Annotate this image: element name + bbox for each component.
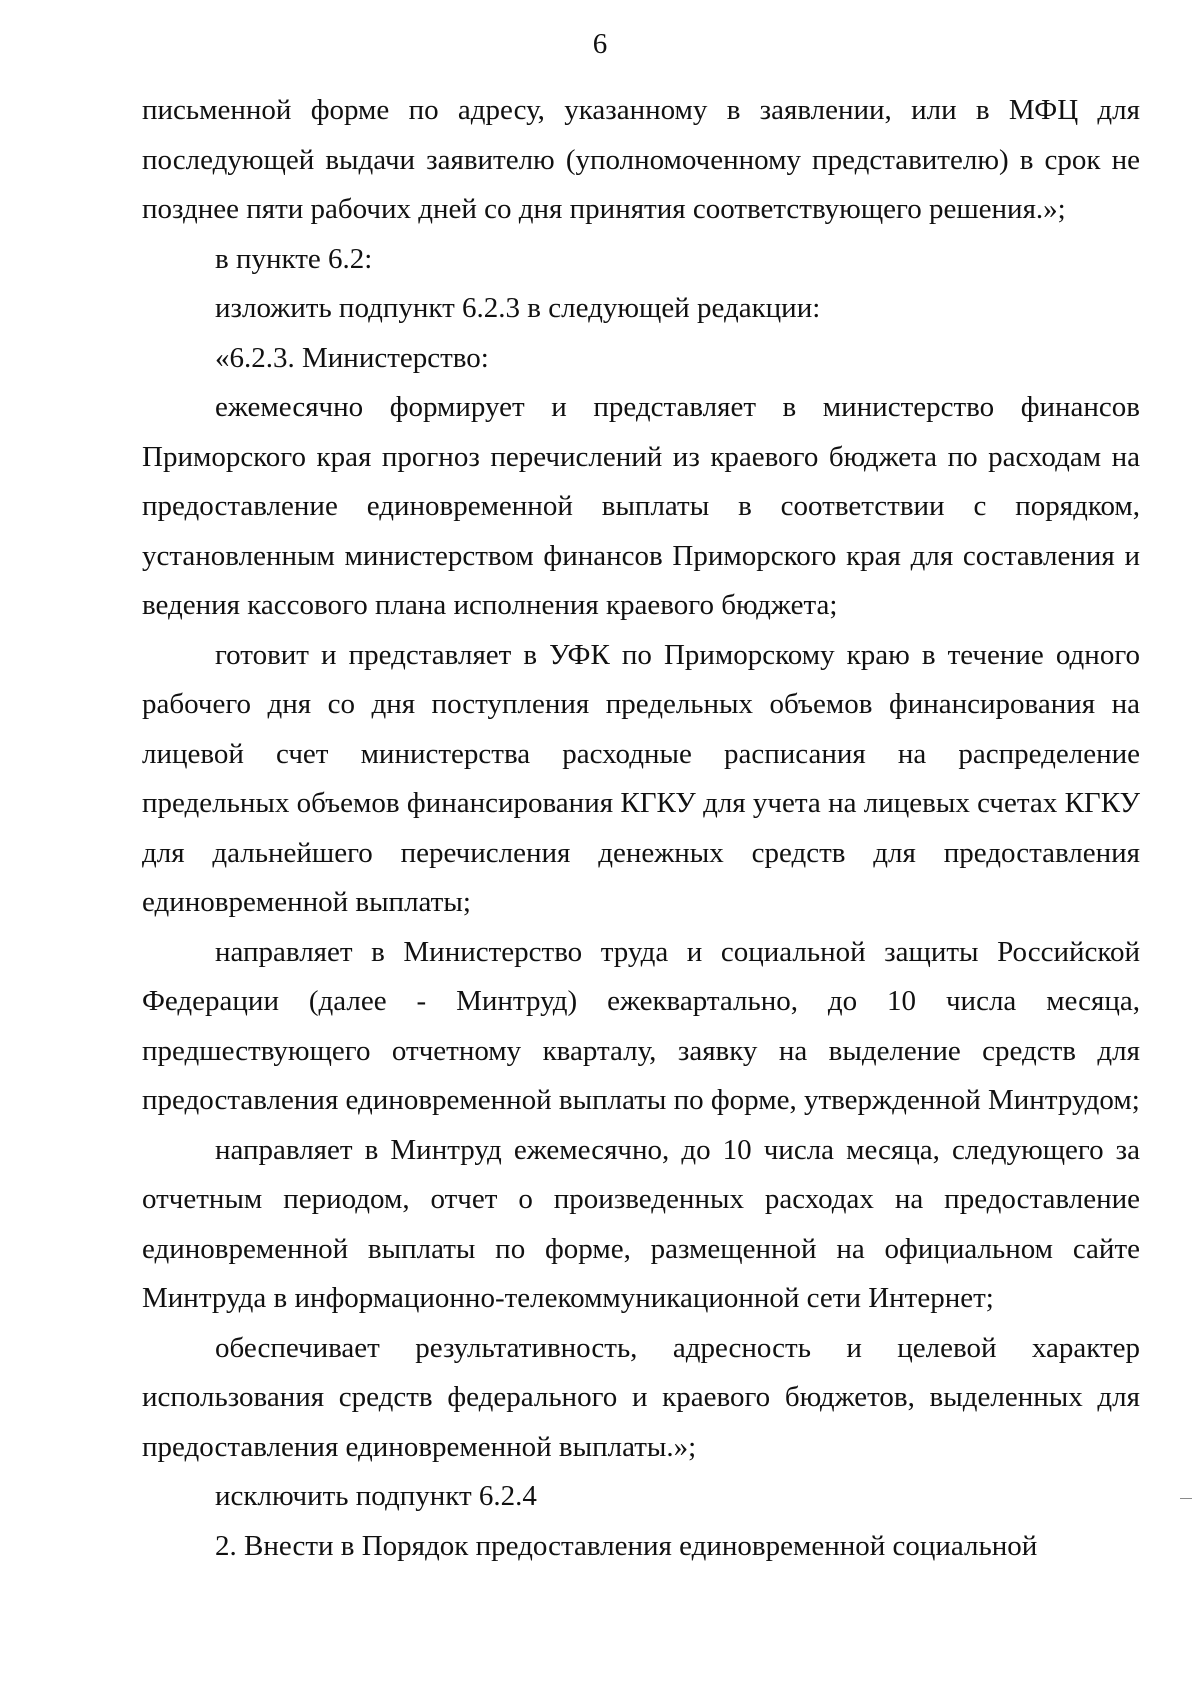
paragraph-quarterly-request: направляет в Министерство труда и социальной защиты Российской Федерации (далее - Минтруд) ежеквартально, до 10 числа месяца, предшествующего отчетному кварталу, заявку на выделение средств для предоставления единовременной выплаты по форме, утвержденной Минтрудом; [142,935,1140,1116]
paragraph-amend-6-2-3: изложить подпункт 6.2.3 в следующей редакции: [215,292,821,324]
paragraph-exclude-6-2-4: исключить подпункт 6.2.4 [215,1480,537,1512]
margin-mark [1180,1498,1192,1499]
document-body [142,86,1140,1571]
paragraph-expense-schedules: готовит и представляет в УФК по Приморскому краю в течение одного рабочего дня со дня поступления предельных объемов финансирования на лицевой счет министерства расходные расписания на распределение предельных объемов финансирования КГКУ для учета на лицевых счетах КГКУ для дальнейшего перечисления денежных средств для предоставления единовременной выплаты; [142,638,1140,918]
paragraph-continuation: письменной форме по адресу, указанному в заявлении, или в МФЦ для последующей выдачи заявителю (уполномоченному представителю) в срок не позднее пяти рабочих дней со дня принятия соответствующего решения.»; [142,94,1140,225]
paragraph-item-2: 2. Внести в Порядок предоставления единовременной социальной [215,1529,1038,1562]
paragraph-monthly-report: направляет в Минтруд ежемесячно, до 10 числа месяца, следующего за отчетным периодом, отчет о произведенных расходах на предоставление единовременной выплаты по форме, размещенной на официальном сайте Минтруда в информационно-телекоммуникационной сети Интернет; [142,1133,1140,1314]
paragraph-ministry-heading: «6.2.3. Министерство: [215,341,489,374]
page-number: 6 [592,28,608,60]
paragraph-monthly-forecast: ежемесячно формирует и представляет в министерство финансов Приморского края прогноз перечислений из краевого бюджета по расходам на предоставление единовременной выплаты в соответствии с порядком, установленным министерством финансов Приморского края для составления и ведения кассового плана исполнения краевого бюджета; [142,391,1140,621]
paragraph-point-6-2: в пункте 6.2: [215,242,373,275]
paragraph-targeted-use: обеспечивает результативность, адресность и целевой характер использования средств федерального и краевого бюджетов, выделенных для предоставления единовременной выплаты.»; [142,1331,1140,1463]
